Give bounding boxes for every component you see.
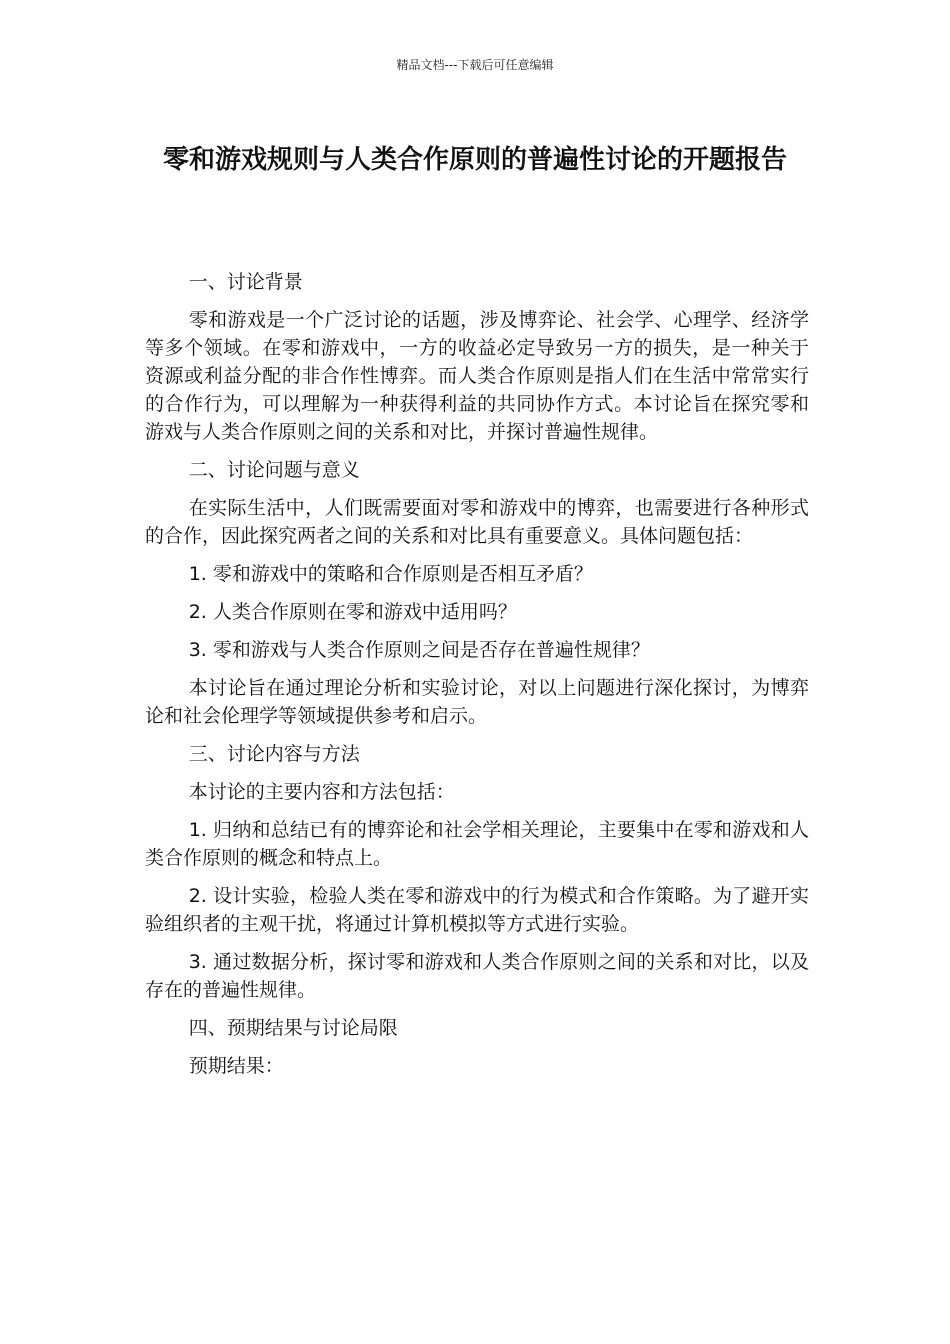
paragraph-expected-results: 预期结果： bbox=[188, 1055, 284, 1077]
document-title: 零和游戏规则与人类合作原则的普遍性讨论的开题报告 bbox=[162, 145, 787, 175]
paragraph-methods-intro: 本讨论的主要内容和方法包括： bbox=[188, 781, 455, 803]
section-heading-results: 四、预期结果与讨论局限 bbox=[188, 1017, 398, 1039]
document-body bbox=[145, 268, 809, 1090]
section-heading-methods: 三、讨论内容与方法 bbox=[188, 743, 360, 765]
section-heading-background: 一、讨论背景 bbox=[188, 271, 303, 293]
paragraph-purpose: 本讨论旨在通过理论分析和实验讨论，对以上问题进行深化探讨，为博弈论和社会伦理学等领域提供参考和启示。 bbox=[145, 677, 809, 727]
question-item-2: 2. 人类合作原则在零和游戏中适用吗？ bbox=[188, 601, 517, 623]
question-item-1: 1. 零和游戏中的策略和合作原则是否相互矛盾？ bbox=[188, 563, 593, 585]
section-heading-questions: 二、讨论问题与意义 bbox=[188, 459, 360, 481]
page-header-note: 精品文档---下载后可任意编辑 bbox=[396, 58, 554, 72]
method-item-2: 2. 设计实验，检验人类在零和游戏中的行为模式和合作策略。为了避开实验组织者的主观干扰，将通过计算机模拟等方式进行实验。 bbox=[145, 885, 809, 935]
method-item-3: 3. 通过数据分析，探讨零和游戏和人类合作原则之间的关系和对比，以及存在的普遍性规律。 bbox=[145, 951, 809, 1001]
paragraph-questions-intro: 在实际生活中，人们既需要面对零和游戏中的博弈，也需要进行各种形式的合作，因此探究两者之间的关系和对比具有重要意义。具体问题包括： bbox=[145, 497, 809, 547]
question-item-3: 3. 零和游戏与人类合作原则之间是否存在普遍性规律？ bbox=[188, 639, 650, 661]
paragraph-background: 零和游戏是一个广泛讨论的话题，涉及博弈论、社会学、心理学、经济学等多个领域。在零和游戏中，一方的收益必定导致另一方的损失，是一种关于资源或利益分配的非合作性博弈。而人类合作原则是指人们在生活中常常实行的合作行为，可以理解为一种获得利益的共同协作方式。本讨论旨在探究零和游戏与人类合作原则之间的关系和对比，并探讨普遍性规律。 bbox=[145, 309, 809, 443]
method-item-1: 1. 归纳和总结已有的博弈论和社会学相关理论，主要集中在零和游戏和人类合作原则的概念和特点上。 bbox=[145, 819, 809, 869]
